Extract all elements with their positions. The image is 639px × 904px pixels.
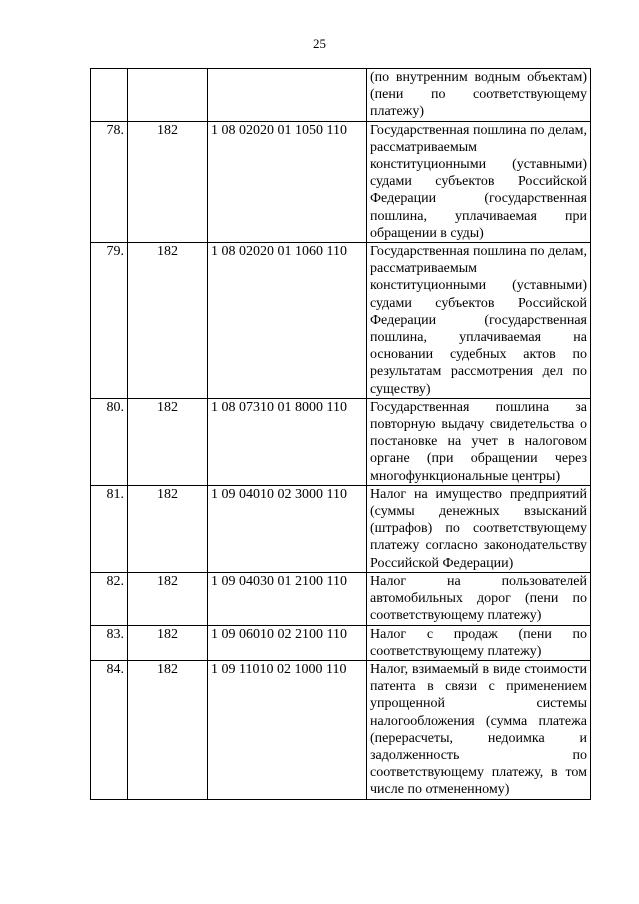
budget-classification-code: 1 08 02020 01 1060 110 [208, 243, 367, 399]
page-number: 25 [313, 36, 326, 51]
table-row [91, 660, 591, 799]
revenue-codes-table [90, 68, 591, 800]
revenue-description: Налог на имущество предприятий (суммы денежных взысканий (штрафов) по соответствующему платежу согласно законодательству Российской Федерации) [367, 485, 591, 572]
table-row [91, 121, 591, 242]
table-row [91, 243, 591, 399]
admin-code: 182 [128, 485, 208, 572]
revenue-description: Налог с продаж (пени по соответствующему платежу) [367, 625, 591, 660]
row-number [91, 69, 128, 122]
row-number: 84. [91, 660, 128, 799]
admin-code: 182 [128, 660, 208, 799]
budget-classification-code: 1 09 06010 02 2100 110 [208, 625, 367, 660]
row-number: 82. [91, 572, 128, 625]
table-row [91, 625, 591, 660]
budget-classification-code [208, 69, 367, 122]
revenue-description: Налог на пользователей автомобильных дорог (пени по соответствующему платежу) [367, 572, 591, 625]
admin-code: 182 [128, 572, 208, 625]
revenue-description: Государственная пошлина по делам, рассматриваемым конституционными (уставными) судами субъектов Российской Федерации (государственная пошлина, уплачиваемая на основании судебных актов по результатам рассмотрения дел по существу) [367, 243, 591, 399]
budget-classification-code: 1 09 04030 01 2100 110 [208, 572, 367, 625]
revenue-description: (по внутренним водным объектам) (пени по соответствующему платежу) [367, 69, 591, 122]
revenue-description: Налог, взимаемый в виде стоимости патента в связи с применением упрощенной системы налогообложения (сумма платежа (перерасчеты, недоимка и задолженность по соответствующему платежу, в том числе по отмененному) [367, 660, 591, 799]
admin-code: 182 [128, 398, 208, 485]
row-number: 78. [91, 121, 128, 242]
row-number: 79. [91, 243, 128, 399]
admin-code: 182 [128, 243, 208, 399]
row-number: 80. [91, 398, 128, 485]
budget-classification-code: 1 08 02020 01 1050 110 [208, 121, 367, 242]
revenue-description: Государственная пошлина за повторную выдачу свидетельства о постановке на учет в налоговом органе (при обращении через многофункциональные центры) [367, 398, 591, 485]
budget-classification-code: 1 08 07310 01 8000 110 [208, 398, 367, 485]
table-row [91, 69, 591, 122]
row-number: 81. [91, 485, 128, 572]
admin-code: 182 [128, 625, 208, 660]
revenue-description: Государственная пошлина по делам, рассматриваемым конституционными (уставными) судами субъектов Российской Федерации (государственная пошлина, уплачиваемая при обращении в суды) [367, 121, 591, 242]
budget-classification-code: 1 09 11010 02 1000 110 [208, 660, 367, 799]
table-row [91, 398, 591, 485]
budget-classification-code: 1 09 04010 02 3000 110 [208, 485, 367, 572]
table-row [91, 485, 591, 572]
admin-code [128, 69, 208, 122]
row-number: 83. [91, 625, 128, 660]
admin-code: 182 [128, 121, 208, 242]
table-row [91, 572, 591, 625]
